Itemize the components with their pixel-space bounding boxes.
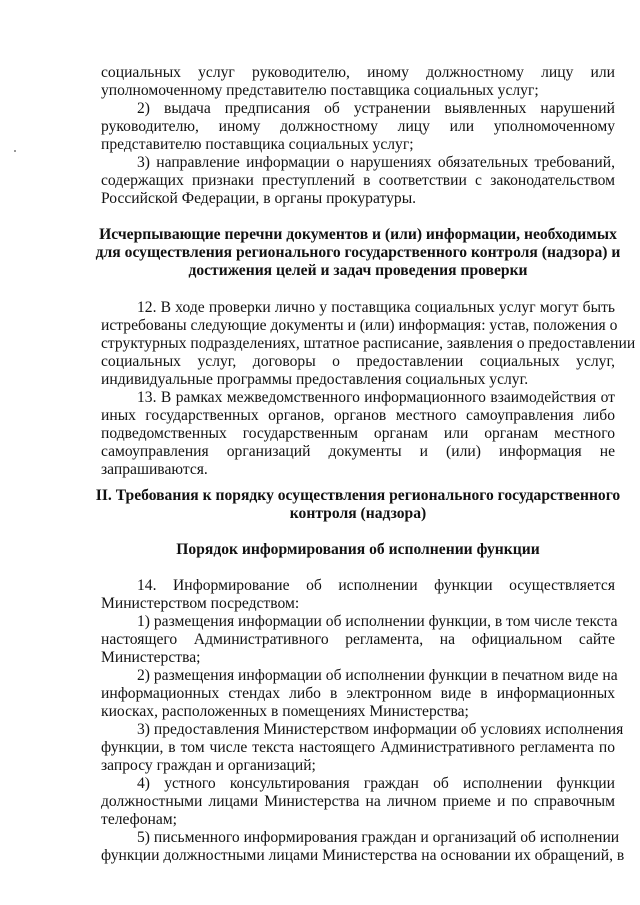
list-item-line: 3) предоставления Министерством информации об условиях исполнения <box>137 721 624 738</box>
paragraph-line: социальных услуг, договоры о предоставлении социальных услуг, <box>101 353 615 370</box>
section-heading: Исчерпывающие перечни документов и (или) информации, необходимых <box>99 226 617 243</box>
section-heading: Порядок информирования об исполнении функции <box>176 541 540 558</box>
paragraph-line: 13. В рамках межведомственного информационного взаимодействия от <box>137 389 615 406</box>
paragraph-line: 14. Информирование об исполнении функции осуществляется <box>137 577 615 594</box>
paragraph-line: подведомственных государственным органам или органам местного <box>101 425 615 442</box>
list-item-line: киосках, расположенных в помещениях Министерства; <box>101 703 469 720</box>
list-item-line: запросу граждан и организаций; <box>101 757 316 774</box>
paragraph-line: иных государственных органов, органов местного самоуправления либо <box>101 407 615 424</box>
paragraph-line: Российской Федерации, в органы прокуратуры. <box>101 190 417 207</box>
list-item-line: 1) размещения информации об исполнении функции, в том числе текста <box>137 613 618 630</box>
paragraph-line: истребованы следующие документы и (или) информация: устав, положения о <box>101 317 618 334</box>
list-item-line: 2) размещения информации об исполнении функции в печатном виде на <box>137 667 618 684</box>
paragraph-line: содержащих признаки преступлений в соответствии с законодательством <box>101 172 615 189</box>
list-item-line: функции, в том числе текста настоящего Административного регламента по <box>101 739 615 756</box>
chapter-heading: контроля (надзора) <box>289 505 427 522</box>
section-heading: для осуществления регионального государственного контроля (надзора) и <box>95 244 621 261</box>
chapter-heading: II. Требования к порядку осуществления регионального государственного <box>95 487 621 504</box>
paragraph-line: структурных подразделениях, штатное расписание, заявления о предоставлении <box>101 335 636 352</box>
list-item-line: настоящего Административного регламента, на официальном сайте <box>101 631 615 648</box>
paragraph-line: социальных услуг руководителю, иному должностному лицу или <box>101 64 615 81</box>
list-item-line: 5) письменного информирования граждан и организаций об исполнении <box>137 829 620 846</box>
paragraph-line: 2) выдача предписания об устранении выявленных нарушений <box>137 100 615 117</box>
paragraph-line: 3) направление информации о нарушениях обязательных требований, <box>137 154 615 171</box>
paragraph-line: Министерством посредством: <box>101 595 300 612</box>
list-item-line: телефонам; <box>101 811 177 828</box>
paragraph-line: 12. В ходе проверки лично у поставщика социальных услуг могут быть <box>137 299 615 316</box>
list-item-line: Министерства; <box>101 649 201 666</box>
scan-speck <box>14 150 16 152</box>
paragraph-line: руководителю, иному должностному лицу или уполномоченному <box>101 118 615 135</box>
list-item-line: 4) устного консультирования граждан об исполнении функции <box>137 775 615 792</box>
paragraph-line: самоуправления организаций документы и (или) информация не <box>101 443 615 460</box>
list-item-line: должностными лицами Министерства на личном приеме и по справочным <box>101 793 615 810</box>
paragraph-line: запрашиваются. <box>101 461 208 478</box>
section-heading: достижения целей и задач проведения проверки <box>188 262 528 279</box>
paragraph-line: индивидуальные программы предоставления социальных услуг. <box>101 371 529 388</box>
list-item-line: функции должностными лицами Министерства на основании их обращений, в <box>101 847 625 864</box>
paragraph-line: уполномоченному представителю поставщика социальных услуг; <box>101 82 539 99</box>
list-item-line: информационных стендах либо в электронном виде в информационных <box>101 685 615 702</box>
paragraph-line: представителю поставщика социальных услуг; <box>101 136 414 153</box>
